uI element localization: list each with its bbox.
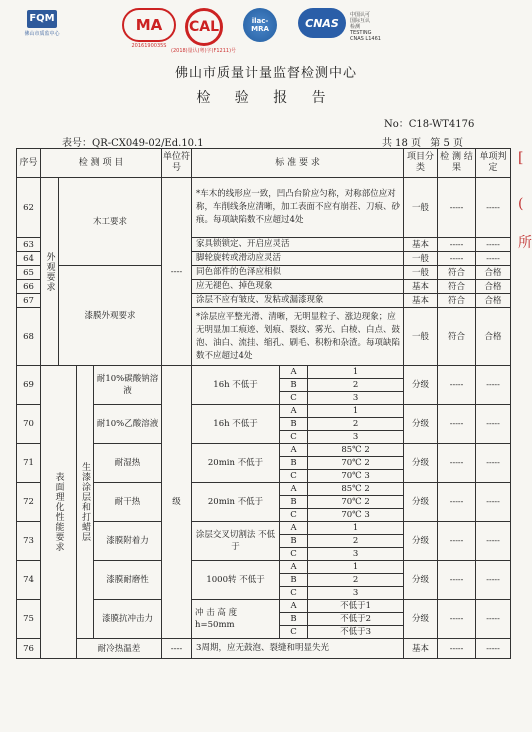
row-grade: B <box>280 613 308 626</box>
cma-mark: MA <box>122 8 176 42</box>
row-judge: ----- <box>476 405 511 444</box>
row-level: 70℃ 2 <box>308 457 404 470</box>
row-judge: 合格 <box>476 266 511 280</box>
row-level: 70℃ 3 <box>308 509 404 522</box>
row-no: 70 <box>17 405 41 444</box>
header-unit: 单位符号 <box>162 149 192 178</box>
row-no: 69 <box>17 366 41 405</box>
row-level: 2 <box>308 418 404 431</box>
row-res: ----- <box>438 561 476 600</box>
row-grade: A <box>280 522 308 535</box>
cnas-line: 检测 <box>350 24 361 30</box>
group-surface-label: 表面理化性能要求 <box>53 472 64 552</box>
row-cls: 基本 <box>404 238 438 252</box>
row-level: 不低于2 <box>308 613 404 626</box>
row-judge: ----- <box>476 639 511 659</box>
row-grade: B <box>280 574 308 587</box>
row-std: 家具锁锁定、开启应灵活 <box>192 238 404 252</box>
row-level: 1 <box>308 405 404 418</box>
row-grade: B <box>280 379 308 392</box>
row-res: ----- <box>438 444 476 483</box>
fqm-caption: 佛山市质监中心 <box>24 31 60 37</box>
page-info <box>382 134 469 149</box>
cnas-line: CNAS L1461 <box>350 36 381 42</box>
page-current: 第 5 页 <box>430 138 464 149</box>
row-level: 70℃ 3 <box>308 470 404 483</box>
row-std: 应无褪色、掉色现象 <box>192 280 404 294</box>
row-judge: ----- <box>476 238 511 252</box>
cma-seal <box>122 8 176 49</box>
row-res: ----- <box>438 639 476 659</box>
group-appearance-label: 外观要求 <box>44 251 55 292</box>
table-row <box>17 266 511 280</box>
row-judge: ----- <box>476 444 511 483</box>
row-judge: ----- <box>476 522 511 561</box>
row-no: 66 <box>17 280 41 294</box>
row-res: 符合 <box>438 280 476 294</box>
row-judge: ----- <box>476 366 511 405</box>
report-number: No：C18-WT4176 <box>384 119 475 130</box>
row-level: 85℃ 2 <box>308 444 404 457</box>
row-cls: 基本 <box>404 280 438 294</box>
row-judge: 合格 <box>476 280 511 294</box>
table-row <box>17 178 511 238</box>
row-item: 漆膜外观要求 <box>59 266 162 366</box>
header-item: 检 测 项 目 <box>41 149 162 178</box>
row-cond: 冲 击 高 度 h=50mm <box>192 600 280 639</box>
cnas-text <box>350 12 381 42</box>
row-item: 漆膜耐磨性 <box>94 561 162 600</box>
row-cls: 一般 <box>404 308 438 366</box>
group-surface <box>41 366 77 659</box>
row-cond: 16h 不低于 <box>192 405 280 444</box>
header-cls: 项目分类 <box>404 149 438 178</box>
row-cls: 一般 <box>404 266 438 280</box>
row-no: 74 <box>17 561 41 600</box>
ilac-mark: ilac-MRA <box>243 8 277 42</box>
row-std: 3周期，应无鼓泡、裂缝和明显失光 <box>192 639 404 659</box>
row-res: ----- <box>438 238 476 252</box>
org-name: 佛山市质量计量监督检测中心 <box>174 66 357 81</box>
row-no: 72 <box>17 483 41 522</box>
row-grade: C <box>280 626 308 639</box>
row-cond: 20min 不低于 <box>192 483 280 522</box>
row-item: 耐冷热温差 <box>77 639 162 659</box>
row-cls: 分级 <box>404 444 438 483</box>
row-item: 漆膜抗冲击力 <box>94 600 162 639</box>
cma-number: 2016190035S <box>131 43 167 49</box>
fqm-mark: FQM <box>27 10 57 28</box>
cnas-mark: CNAS <box>298 8 346 38</box>
row-level: 3 <box>308 431 404 444</box>
row-res: 符合 <box>438 308 476 366</box>
row-no: 64 <box>17 252 41 266</box>
row-item: 漆膜附着力 <box>94 522 162 561</box>
table-header-row <box>17 149 511 178</box>
row-no: 73 <box>17 522 41 561</box>
margin-mark: [ <box>518 150 524 166</box>
row-item: 耐10%乙酸溶液 <box>94 405 162 444</box>
row-level: 2 <box>308 574 404 587</box>
report-title: 检 验 报 告 <box>196 90 336 106</box>
row-level: 2 <box>308 535 404 548</box>
row-item: 耐湿热 <box>94 444 162 483</box>
row-res: 符合 <box>438 294 476 308</box>
form-number: 表号：QR-CX049-02/Ed.10.1 <box>62 138 204 149</box>
row-level: 1 <box>308 522 404 535</box>
row-grade: A <box>280 561 308 574</box>
row-res: ----- <box>438 522 476 561</box>
row-cls: 分级 <box>404 522 438 561</box>
cnas-line: 国际互认 <box>350 18 371 24</box>
row-grade: A <box>280 405 308 418</box>
row-cls: 分级 <box>404 561 438 600</box>
row-level: 1 <box>308 366 404 379</box>
row-judge: ----- <box>476 483 511 522</box>
row-res: ----- <box>438 405 476 444</box>
row-grade: C <box>280 392 308 405</box>
row-judge: ----- <box>476 178 511 238</box>
cnas-seal <box>298 8 346 38</box>
row-level: 2 <box>308 379 404 392</box>
row-judge: ----- <box>476 252 511 266</box>
row-res: ----- <box>438 483 476 522</box>
row-grade: C <box>280 431 308 444</box>
row-item: 耐干热 <box>94 483 162 522</box>
row-cond: 涂层交叉切割法 不低于 <box>192 522 280 561</box>
row-level: 3 <box>308 587 404 600</box>
row-std: *涂层应平整光滑、清晰，无明显粒子、涨边现象；应无明显加工痕迹、划痕、裂纹、雾光、白棱、白点、鼓泡、油白、流挂、缩孔、刷毛、积粉和杂渣。每项缺陷数不应超过4处 <box>192 308 404 366</box>
row-level: 85℃ 2 <box>308 483 404 496</box>
row-std: 脚轮旋转或滑动应灵活 <box>192 252 404 266</box>
row-level: 3 <box>308 548 404 561</box>
row-grade: B <box>280 418 308 431</box>
row-grade: A <box>280 366 308 379</box>
margin-mark: 所 <box>518 235 532 251</box>
row-item: 木工要求 <box>59 178 162 266</box>
row-grade: C <box>280 548 308 561</box>
cnas-line: TESTING <box>350 30 372 36</box>
row-no: 75 <box>17 600 41 639</box>
row-cls: 分级 <box>404 366 438 405</box>
row-no: 63 <box>17 238 41 252</box>
row-grade: C <box>280 470 308 483</box>
table-row <box>17 366 511 379</box>
row-res: ----- <box>438 366 476 405</box>
row-no: 67 <box>17 294 41 308</box>
row-no: 68 <box>17 308 41 366</box>
row-cond: 16h 不低于 <box>192 366 280 405</box>
row-level: 不低于3 <box>308 626 404 639</box>
row-level: 70℃ 2 <box>308 496 404 509</box>
cnas-line: 中国认可 <box>350 12 371 18</box>
row-grade: A <box>280 444 308 457</box>
row-grade: C <box>280 587 308 600</box>
row-unit: 级 <box>162 366 192 639</box>
row-judge: 合格 <box>476 308 511 366</box>
row-cond: 1000转 不低于 <box>192 561 280 600</box>
row-std: 涂层不应有皱皮、发粘或漏漆现象 <box>192 294 404 308</box>
row-cls: 分级 <box>404 405 438 444</box>
fqm-logo <box>22 10 62 37</box>
row-unit: ---- <box>162 639 192 659</box>
row-level: 3 <box>308 392 404 405</box>
row-cls: 一般 <box>404 252 438 266</box>
row-grade: A <box>280 600 308 613</box>
table-row <box>17 639 511 659</box>
row-judge: ----- <box>476 600 511 639</box>
row-res: 符合 <box>438 266 476 280</box>
row-cls: 分级 <box>404 483 438 522</box>
row-no: 76 <box>17 639 41 659</box>
row-level: 不低于1 <box>308 600 404 613</box>
margin-mark: ( <box>518 196 524 212</box>
row-no: 65 <box>17 266 41 280</box>
header-res: 检 测 结 果 <box>438 149 476 178</box>
header-seq: 序号 <box>17 149 41 178</box>
row-grade: B <box>280 457 308 470</box>
row-judge: 合格 <box>476 294 511 308</box>
row-no: 71 <box>17 444 41 483</box>
row-res: ----- <box>438 178 476 238</box>
cal-seal <box>171 8 237 54</box>
row-std: *车木的线形应一致，凹凸台阶应匀称，对称部位应对称，车削线条应清晰，加工表面不应有崩茬、刀痕、砂痕。每项缺陷数不应超过4处 <box>192 178 404 238</box>
inspection-table <box>16 148 511 659</box>
ilac-seal <box>243 8 277 42</box>
row-cond: 20min 不低于 <box>192 444 280 483</box>
page-total: 共 18 页 <box>382 138 422 149</box>
row-level: 1 <box>308 561 404 574</box>
header-judge: 单项判定 <box>476 149 511 178</box>
logo-row <box>0 8 532 54</box>
row-judge: ----- <box>476 561 511 600</box>
cal-mark: CAL <box>185 8 223 46</box>
row-std: 同色部件的色泽应相似 <box>192 266 404 280</box>
row-grade: A <box>280 483 308 496</box>
row-cls: 基本 <box>404 639 438 659</box>
row-grade: B <box>280 496 308 509</box>
row-res: ----- <box>438 252 476 266</box>
row-unit: ---- <box>162 178 192 366</box>
row-res: ----- <box>438 600 476 639</box>
row-grade: B <box>280 535 308 548</box>
row-cls: 基本 <box>404 294 438 308</box>
group-paint-label: 生漆涂层和打蜡层 <box>80 462 90 542</box>
group-paint <box>77 366 94 639</box>
row-item: 耐10%碳酸钠溶液 <box>94 366 162 405</box>
row-no: 62 <box>17 178 41 238</box>
header-std: 标 准 要 求 <box>192 149 404 178</box>
row-cls: 一般 <box>404 178 438 238</box>
cal-number: (2018)量认(粤)字(F1211)号 <box>171 48 237 54</box>
row-grade: C <box>280 509 308 522</box>
row-cls: 分级 <box>404 600 438 639</box>
group-appearance <box>41 178 59 366</box>
